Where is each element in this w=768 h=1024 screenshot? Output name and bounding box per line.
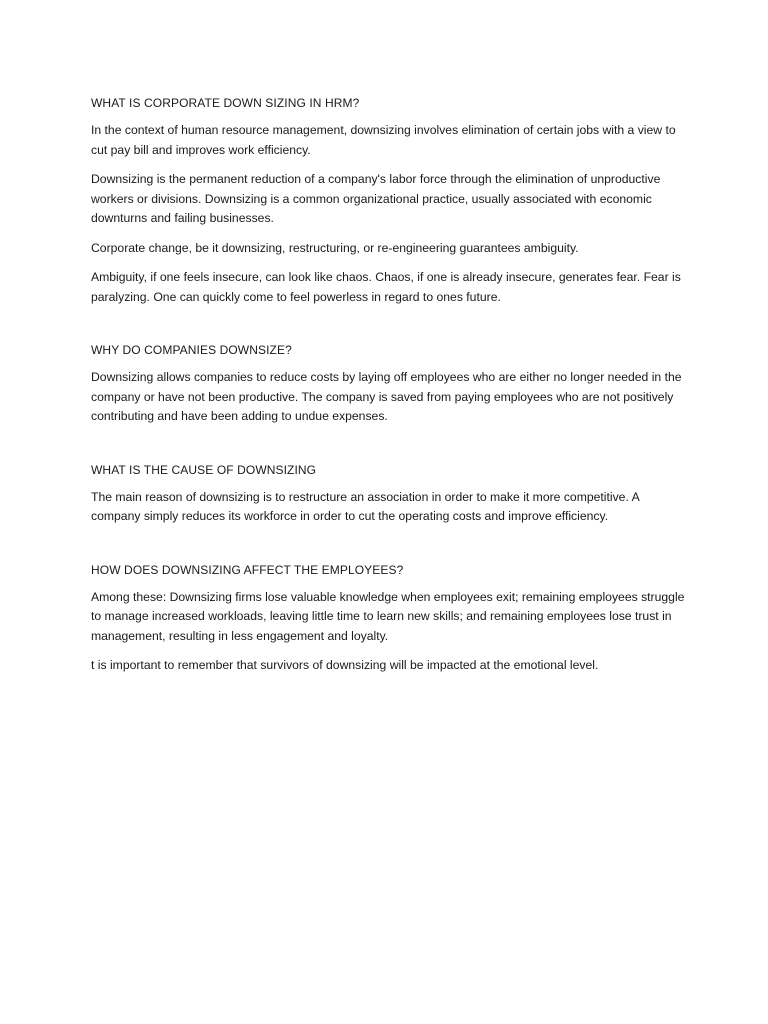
section-heading: WHAT IS THE CAUSE OF DOWNSIZING <box>91 462 317 477</box>
paragraph: Downsizing allows companies to reduce costs by laying off employees who are either no longer needed in the company or have not been productive. The company is saved from paying employees who are not positively contributing and have been adding to undue expenses. <box>91 370 682 423</box>
section-heading: WHY DO COMPANIES DOWNSIZE? <box>91 343 292 357</box>
paragraph: Downsizing is the permanent reduction of a company's labor force through the elimination of unproductive workers or divisions. Downsizing is a common organizational practice, usually associated with economic downturns and failing businesses. <box>91 172 661 225</box>
section-heading: WHAT IS CORPORATE DOWN SIZING IN HRM? <box>91 96 360 110</box>
paragraph: Ambiguity, if one feels insecure, can look like chaos. Chaos, if one is already insecure, generates fear. Fear is paralyzing. One can quickly come to feel powerless in regard to ones future. <box>91 270 681 304</box>
section-heading: HOW DOES DOWNSIZING AFFECT THE EMPLOYEES? <box>91 562 404 577</box>
paragraph: Corporate change, be it downsizing, restructuring, or re-engineering guarantees ambiguity. <box>91 240 579 255</box>
paragraph: t is important to remember that survivors of downsizing will be impacted at the emotional level. <box>91 658 599 672</box>
paragraph: In the context of human resource management, downsizing involves elimination of certain jobs with a view to cut pay bill and improves work efficiency. <box>91 123 676 157</box>
paragraph: The main reason of downsizing is to restructure an association in order to make it more competitive. A company simply reduces its workforce in order to cut the operating costs and improve efficiency. <box>91 489 640 523</box>
paragraph: Among these: Downsizing firms lose valuable knowledge when employees exit; remaining employees struggle to manage increased workloads, leaving little time to learn new skills; and remaining employees lose trust in management, resulting in less engagement and loyalty. <box>91 589 685 643</box>
document-page <box>91 94 691 676</box>
